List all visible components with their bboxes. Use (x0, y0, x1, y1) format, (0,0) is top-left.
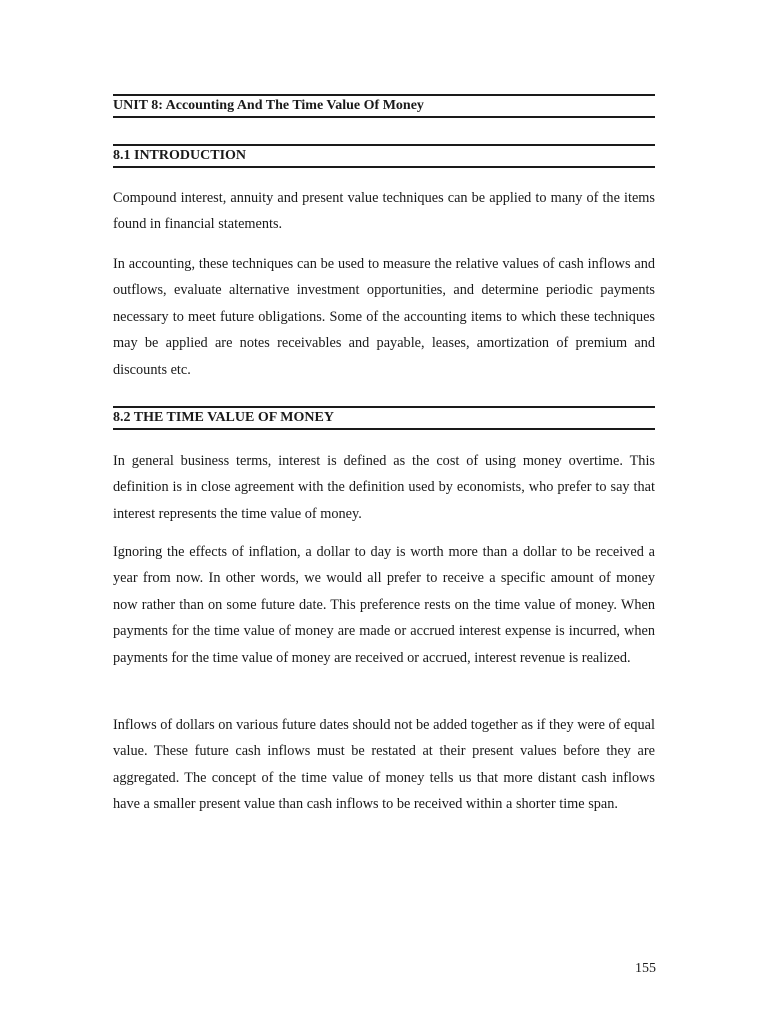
time-value-paragraph-2: Ignoring the effects of inflation, a dollar to day is worth more than a dollar to be received a year from now. In other words, we would all prefer to receive a specific amount of money now rather than on some future date. This preference rests on the time value of money. When payments for the time value of money are made or accrued interest expense is incurred, when payments for the time value of money are received or accrued, interest revenue is realized. (113, 544, 655, 666)
page-number: 155 (635, 961, 656, 976)
intro-paragraph-2: In accounting, these techniques can be used to measure the relative values of cash inflows and outflows, evaluate alternative investment opportunities, and determine periodic payments necessary to meet future obligations. Some of the accounting items to which these techniques may be applied are notes receivables and payable, leases, amortization of premium and discounts etc. (113, 256, 655, 378)
document-page (113, 0, 655, 1024)
section-heading-introduction (113, 144, 655, 168)
intro-paragraph-1: Compound interest, annuity and present value techniques can be applied to many of the items found in financial statements. (113, 190, 655, 233)
time-value-paragraph-1: In general business terms, interest is defined as the cost of using money overtime. This definition is in close agreement with the definition used by economists, who prefer to say that interest represents the time value of money. (113, 453, 655, 522)
section-heading-time-value (113, 406, 655, 430)
time-value-paragraph-3: Inflows of dollars on various future dates should not be added together as if they were of equal value. These future cash inflows must be restated at their present values before they are aggregated. The concept of the time value of money tells us that more distant cash inflows have a smaller present value than cash inflows to be received within a shorter time span. (113, 717, 655, 813)
section-heading-text: 8.1 INTRODUCTION (113, 148, 247, 163)
section-heading-text: 8.2 THE TIME VALUE OF MONEY (113, 410, 334, 425)
unit-heading-text: UNIT 8: Accounting And The Time Value Of Money (113, 98, 424, 113)
unit-heading (113, 94, 655, 118)
